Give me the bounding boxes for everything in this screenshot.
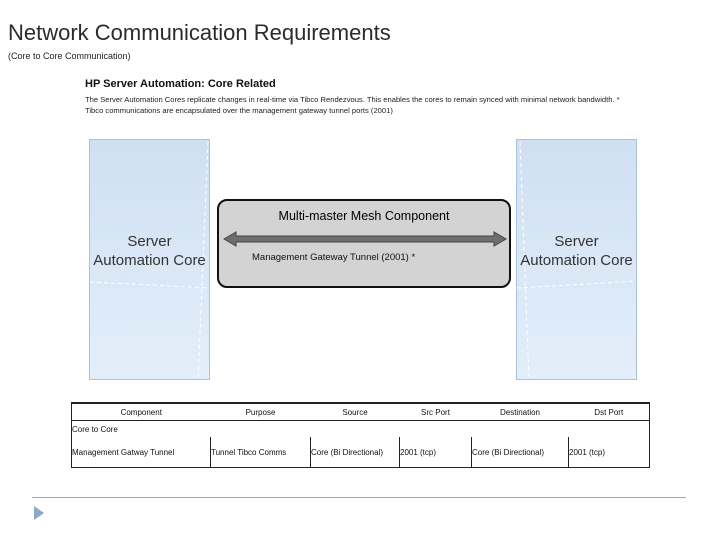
section-heading: HP Server Automation: Core Related <box>85 78 276 90</box>
core-left-panel <box>89 139 210 380</box>
table-group-row <box>72 421 650 438</box>
group-label: Core to Core <box>72 421 211 438</box>
requirements-table <box>71 402 650 468</box>
footer-divider <box>32 497 686 498</box>
core-right-label: Server Automation Core <box>520 233 633 269</box>
section-description: The Server Automation Cores replicate changes in real-time via Tibco Rendezvous. This enables the cores to remain synced with minimal network bandwidth. * Tibco communications are encapsulated over the management gateway tunnel ports (2001) <box>85 95 620 115</box>
arrow-shape <box>224 232 506 246</box>
table-cell: Management Gatway Tunnel <box>72 437 211 468</box>
page-subtitle: (Core to Core Communication) <box>8 51 131 61</box>
column-header: Purpose <box>211 403 311 421</box>
bidirectional-arrow-icon <box>222 231 508 247</box>
table-cell: 2001 (tcp) <box>400 437 472 468</box>
guide-line <box>90 282 210 288</box>
mesh-component-box <box>217 199 511 288</box>
page-title: Network Communication Requirements <box>8 20 391 45</box>
column-header: Dst Port <box>569 403 650 421</box>
triangle-shape <box>34 506 44 520</box>
guide-line <box>517 281 637 288</box>
table-header-row <box>72 403 650 421</box>
triangle-right-icon <box>33 505 45 521</box>
table-row <box>72 437 650 468</box>
column-header: Source <box>311 403 400 421</box>
table-cell: 2001 (tcp) <box>569 437 650 468</box>
table-cell: Tunnel Tibco Comms <box>211 437 311 468</box>
core-right-panel <box>516 139 637 380</box>
core-left-label: Server Automation Core <box>93 233 206 269</box>
mesh-title: Multi-master Mesh Component <box>278 209 450 223</box>
column-header: Component <box>72 403 211 421</box>
column-header: Src Port <box>400 403 472 421</box>
table-cell: Core (Bi Directional) <box>472 437 569 468</box>
tunnel-label: Management Gateway Tunnel (2001) * <box>252 252 416 263</box>
column-header: Destination <box>472 403 569 421</box>
table-cell: Core (Bi Directional) <box>311 437 400 468</box>
